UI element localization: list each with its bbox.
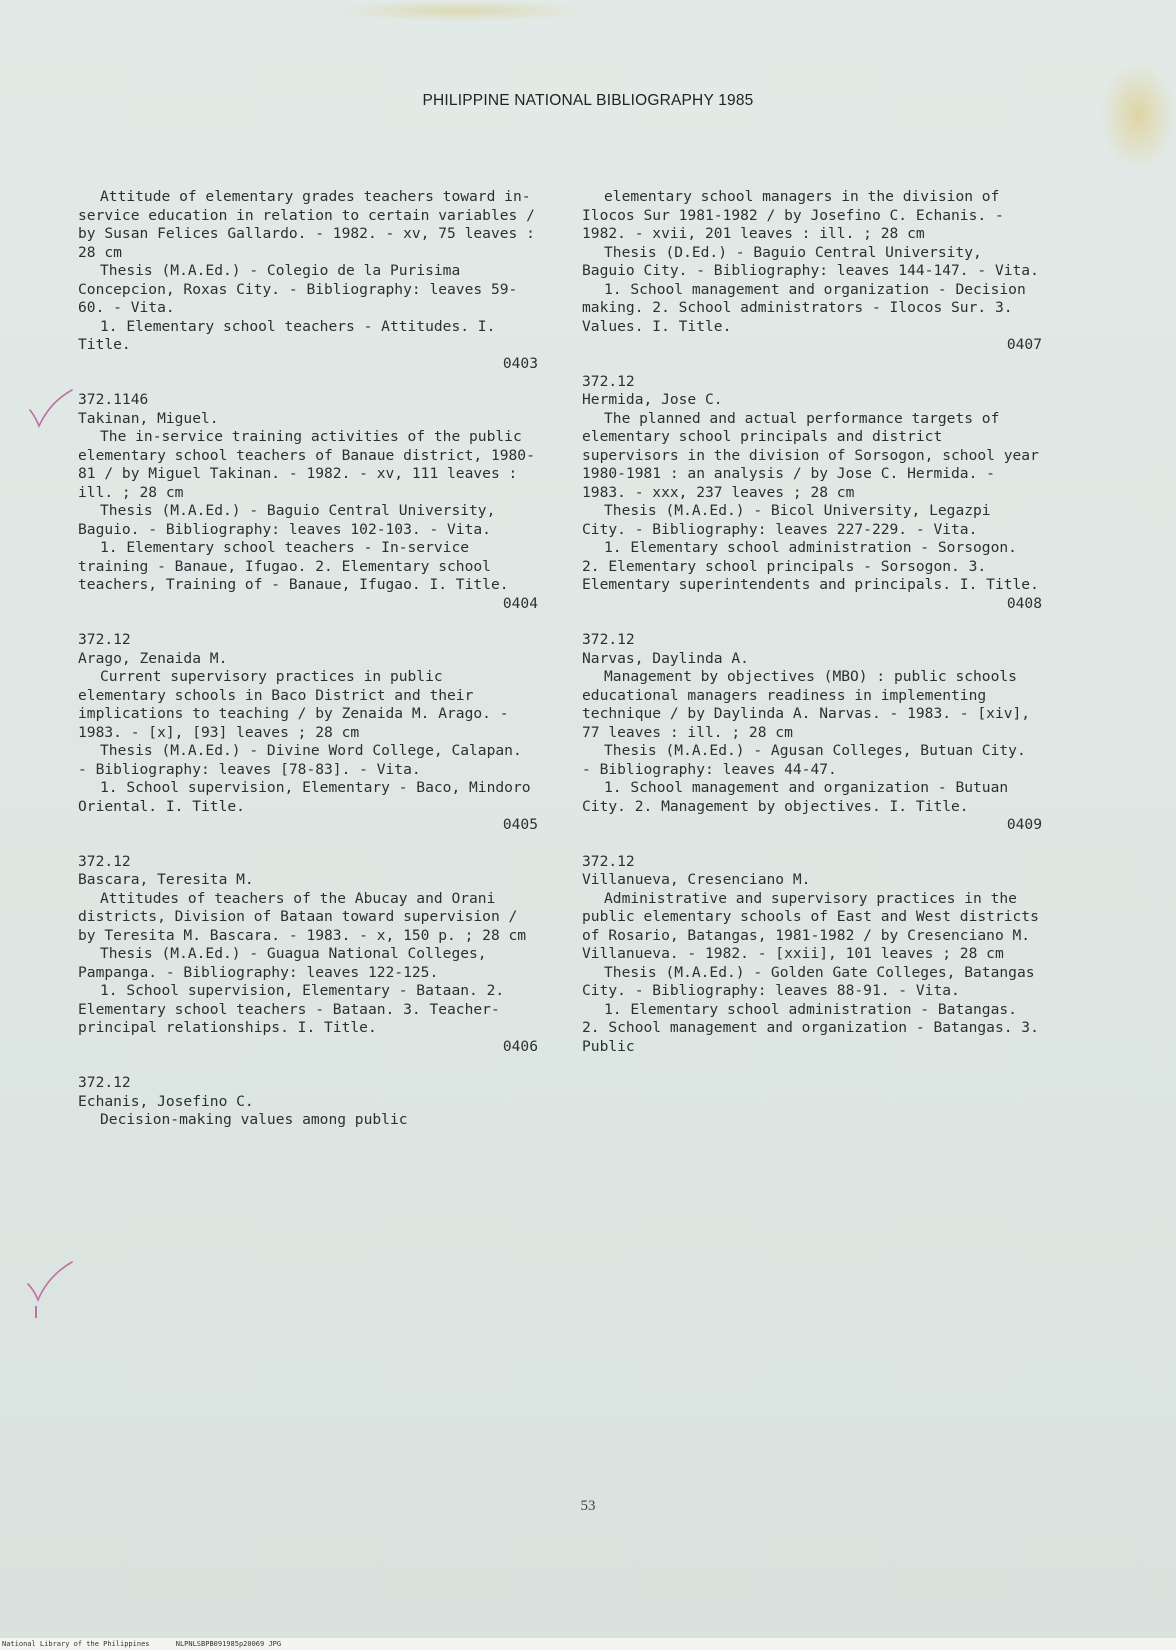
checkmark-icon — [26, 1260, 76, 1306]
entry-author: Echanis, Josefino C. — [78, 1092, 254, 1110]
call-number: 372.12 — [582, 852, 635, 870]
entry-number: 0403 — [502, 354, 538, 372]
page-header: PHILIPPINE NATIONAL BIBLIOGRAPHY 1985 — [422, 92, 754, 109]
checkmark-icon — [26, 388, 76, 434]
entry-note: Thesis (M.A.Ed.) - Agusan Colleges, Butuan City. - Bibliography: leaves 44-47. — [582, 742, 1026, 778]
right-column — [582, 188, 1042, 1074]
entry-title: Attitudes of teachers of the Abucay and Orani districts, Division of Bataan toward supervision / by Teresita M. Bascara. - 1983. - x, 150 p. ; 28 cm — [78, 889, 527, 944]
entry-note: Thesis (M.A.Ed.) - Guagua National Colleges, Pampanga. - Bibliography: leaves 122-125. — [78, 945, 487, 981]
bibliography-entry — [582, 631, 1042, 835]
left-column — [78, 188, 538, 1148]
entry-note: Thesis (M.A.Ed.) - Colegio de la Purisima Concepcion, Roxas City. - Bibliography: leaves 59-60. - Vita. — [78, 262, 518, 316]
footer-library: National Library of the Philippines — [2, 1640, 150, 1648]
call-number: 372.12 — [78, 852, 131, 870]
bibliography-entry — [78, 188, 538, 373]
entry-author: Bascara, Teresita M. — [78, 871, 254, 888]
entry-note: 1. School supervision, Elementary - Baco, Mindoro Oriental. I. Title. — [78, 779, 531, 815]
entry-note: 1. Elementary school administration - Batangas. 2. School management and organization - Batangas. 3. Public — [582, 1000, 1039, 1055]
entry-note: Thesis (M.A.Ed.) - Bicol University, Legazpi City. - Bibliography: leaves 227-229. - Vita. — [582, 502, 991, 538]
page-number: 53 — [580, 1498, 596, 1514]
entry-author: Takinan, Miguel. — [78, 409, 219, 427]
bibliography-entry — [78, 1074, 538, 1130]
scan-footer — [0, 1638, 1176, 1650]
entry-title: elementary school managers in the division of Ilocos Sur 1981-1982 / by Josefino C. Echanis. - 1982. - xvii, 201 leaves : ill. ; 28 cm — [582, 188, 1004, 242]
entry-note: Thesis (M.A.Ed.) - Baguio Central University, Baguio. - Bibliography: leaves 102-103. - Vita. — [78, 502, 496, 538]
entry-note: Thesis (D.Ed.) - Baguio Central University, Baguio City. - Bibliography: leaves 144-147. - Vita. — [582, 243, 1039, 279]
entry-note: 1. School management and organization - Decision making. 2. School administrators - Ilocos Sur. 3. Values. I. Title. — [582, 280, 1026, 335]
entry-author: Arago, Zenaida M. — [78, 649, 228, 667]
bibliography-entry — [582, 853, 1042, 1057]
entry-author: Villanueva, Cresenciano M. — [582, 871, 811, 888]
entry-title: Decision-making values among public — [100, 1111, 408, 1128]
entry-number: 0405 — [502, 816, 538, 833]
entry-number: 0406 — [502, 1037, 538, 1055]
entry-title: The planned and actual performance targets of elementary school principals and district supervisors in the division of Sorsogon, school year 1980-1981 : an analysis / by Jose C. Hermida. - 1983. - xxx, 237 leaves ; 28 cm — [582, 409, 1039, 501]
call-number: 372.12 — [582, 631, 635, 648]
entry-title: Current supervisory practices in public elementary schools in Baco District and their implications to teaching / by Zenaida M. Arago. - 1983. - [x], [93] leaves ; 28 cm — [78, 668, 509, 741]
entry-title: Administrative and supervisory practices in the public elementary schools of East and West districts of Rosario, Batangas, 1981-1982 / by Cresenciano M. Villanueva. - 1982. - [xxii], 101 leaves ; 28 cm — [582, 889, 1039, 962]
entry-author: Narvas, Daylinda A. — [582, 649, 749, 667]
entry-title: Management by objectives (MBO) : public schools educational managers readiness in implementing technique / by Daylinda A. Narvas. - 1983. - [xiv], 77 leaves : ill. ; 28 cm — [582, 668, 1031, 741]
paper-stain — [330, 0, 590, 22]
entry-note: 1. Elementary school teachers - Attitudes. I. Title. — [78, 317, 496, 353]
entry-number: 0407 — [1006, 336, 1042, 353]
bibliography-entry — [582, 188, 1042, 355]
bibliography-entry — [582, 373, 1042, 614]
entry-number: 0408 — [1006, 594, 1042, 612]
bibliography-entry — [78, 391, 538, 613]
call-number: 372.12 — [78, 631, 131, 648]
call-number: 372.1146 — [78, 391, 149, 408]
margin-mark — [35, 1306, 37, 1318]
entry-number: 0409 — [1006, 816, 1042, 833]
bibliography-entry — [78, 853, 538, 1057]
call-number: 372.12 — [78, 1074, 131, 1091]
entry-note: 1. School management and organization - Butuan City. 2. Management by objectives. I. Title. — [582, 779, 1009, 815]
entry-title: Attitude of elementary grades teachers toward in-service education in relation to certain variables / by Susan Felices Gallardo. - 1982. - xv, 75 leaves : 28 cm — [78, 188, 535, 261]
call-number: 372.12 — [582, 372, 635, 390]
entry-author: Hermida, Jose C. — [582, 391, 723, 408]
bibliography-entry — [78, 631, 538, 835]
paper-stain — [1100, 60, 1176, 170]
entry-note: Thesis (M.A.Ed.) - Divine Word College, Calapan. - Bibliography: leaves [78-83]. - Vita. — [78, 742, 522, 778]
entry-title: The in-service training activities of the public elementary school teachers of Banaue district, 1980-81 / by Miguel Takinan. - 1982. - xv, 111 leaves : ill. ; 28 cm — [78, 428, 535, 501]
entry-note: 1. School supervision, Elementary - Bataan. 2. Elementary school teachers - Bataan. 3. Teacher-principal relationships. I. Title. — [78, 982, 505, 1036]
footer-file: NLPNLSBPB091985p20069 JPG — [175, 1640, 282, 1648]
entry-note: Thesis (M.A.Ed.) - Golden Gate Colleges, Batangas City. - Bibliography: leaves 88-91. - Vita. — [582, 963, 1035, 999]
entry-number: 0404 — [502, 594, 538, 612]
entry-note: 1. Elementary school administration - Sorsogon. 2. Elementary school principals - Sorsogon. 3. Elementary superintendents and principals. I. Title. — [582, 539, 1039, 593]
entry-note: 1. Elementary school teachers - In-service training - Banaue, Ifugao. 2. Elementary school teachers, Training of - Banaue, Ifugao. I. Title. — [78, 539, 509, 593]
